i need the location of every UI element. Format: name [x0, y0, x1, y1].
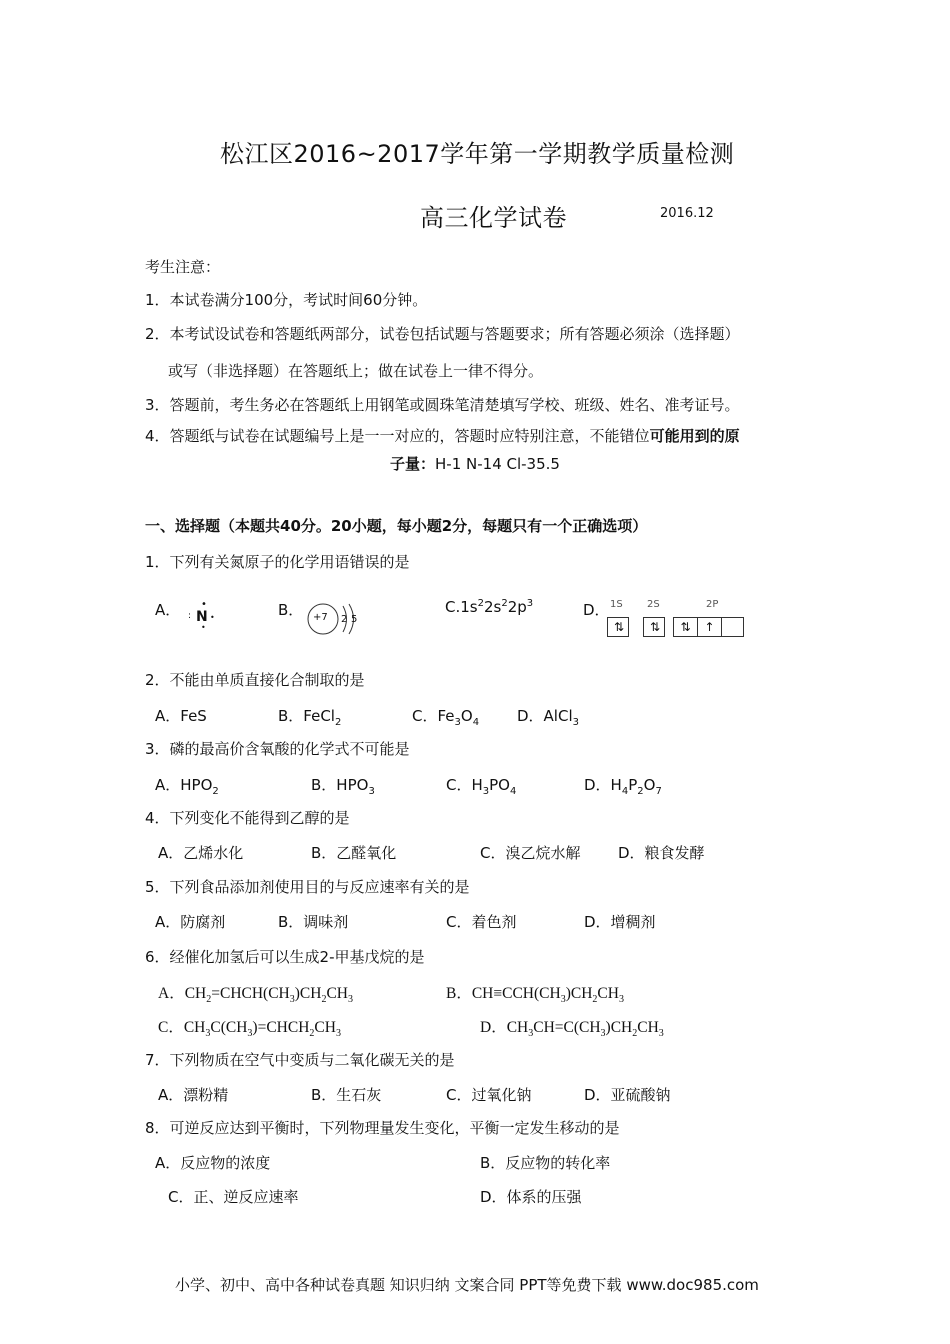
q4-option-c: C．溴乙烷水解 — [480, 844, 581, 862]
q3-a-text: A．HPO — [155, 776, 213, 794]
sup-3: 3 — [526, 598, 534, 609]
sup-2: 2 — [477, 598, 484, 609]
q1-option-a: A． — [155, 601, 181, 619]
footer-url[interactable]: www.doc985.com — [626, 1276, 759, 1294]
exam-date: 2016.12 — [660, 206, 714, 221]
q1-stem: 1．下列有关氮原子的化学用语错误的是 — [145, 553, 410, 571]
lewis-dot-right: • — [210, 613, 215, 622]
q6-stem: 6．经催化加氢后可以生成2-甲基戊烷的是 — [145, 948, 425, 966]
q2-d-text: D．AlCl — [517, 707, 573, 725]
note-2b: 或写（非选择题）在答题纸上；做在试卷上一律不得分。 — [168, 362, 544, 380]
q1-c-config: C.1s — [445, 598, 478, 616]
q8-option-b: B．反应物的转化率 — [480, 1154, 611, 1172]
shell-2-count: 5 — [351, 614, 358, 625]
q8-stem: 8．可逆反应达到平衡时，下列物理量发生变化，平衡一定发生移动的是 — [145, 1119, 620, 1137]
q6-option-a: A．$CH_2=CHCH(CH_3)CH_2CH_3$ — [158, 985, 353, 1006]
q6-option-c: C．$CH_3C(CH_3)=CHCH_2CH_3$ — [158, 1019, 341, 1040]
orbital-2s-box — [643, 617, 665, 637]
atomic-structure-diagram — [303, 600, 365, 638]
q6-b-text: B．CH≡CCH(CH — [446, 985, 561, 1002]
note-2a: 2．本考试设试卷和答题纸两部分，试卷包括试题与答题要求；所有答题必须涂（选择题） — [145, 325, 740, 343]
q2-option-a: A．FeS — [155, 707, 207, 725]
q3-b-text: B．HPO — [311, 776, 369, 794]
q6-c-text: C．CH — [158, 1019, 206, 1036]
q8-option-a: A．反应物的浓度 — [155, 1154, 271, 1172]
lewis-dots-left: : — [188, 611, 192, 621]
atomic-masses-label: 子量： — [390, 455, 436, 473]
q4-option-b: B．乙醛氧化 — [311, 844, 397, 862]
q7-option-a: A．漂粉精 — [158, 1086, 229, 1104]
q8-option-c: C．正、逆反应速率 — [168, 1188, 299, 1206]
q7-option-c: C．过氧化钠 — [446, 1086, 532, 1104]
q1-option-c: $C.1s^22s^22p^3$ — [445, 598, 534, 616]
orbital-2s-label: 2S — [647, 599, 660, 610]
q6-option-b: B．$CH\equiv CCH(CH_3)CH_2CH_3$ — [446, 985, 624, 1006]
orbital-1s-label: 1S — [610, 599, 623, 610]
q8-option-d: D．体系的压强 — [480, 1188, 582, 1206]
note-4 — [145, 425, 740, 446]
q1-option-d: D． — [583, 601, 610, 619]
orbital-2p-cell-3 — [722, 618, 745, 636]
q7-stem: 7．下列物质在空气中变质与二氧化碳无关的是 — [145, 1051, 455, 1069]
atomic-masses — [390, 453, 560, 474]
orbital-1s-box — [607, 617, 629, 637]
lewis-dot-top: • — [201, 599, 207, 610]
orbital-2p-label: 2P — [706, 599, 719, 610]
exam-title: 松江区2016~2017学年第一学期教学质量检测 — [220, 140, 735, 168]
q6-a-text: A．CH — [158, 985, 207, 1002]
q3-option-b: B．$HPO_3$ — [311, 776, 375, 797]
q2-option-d: D．AlCl$_3$ — [517, 707, 579, 728]
q4-option-a: A．乙烯水化 — [158, 844, 244, 862]
atomic-masses-values: H-1 N-14 Cl-35.5 — [435, 455, 560, 473]
q5-stem: 5．下列食品添加剂使用目的与反应速率有关的是 — [145, 878, 470, 896]
lewis-structure — [186, 599, 216, 633]
q5-option-a: A．防腐剂 — [155, 913, 226, 931]
orbital-2p-box — [673, 617, 744, 637]
note-1: 1．本试卷满分100分，考试时间60分钟。 — [145, 291, 428, 309]
q3-option-a: A．$HPO_2$ — [155, 776, 219, 797]
q5-option-c: C．着色剂 — [446, 913, 517, 931]
q2-stem: 2．不能由单质直接化合制取的是 — [145, 671, 365, 689]
q2-b-text: B．FeCl — [278, 707, 335, 725]
notes-heading: 考生注意： — [145, 258, 221, 276]
q2-option-b: B．FeCl$_2$ — [278, 707, 342, 728]
note-4-text: 4．答题纸与试卷在试题编号上是一一对应的，答题时应特别注意，不能错位 — [145, 427, 650, 445]
q6-option-d: D．$CH_3CH=C(CH_3)CH_2CH_3$ — [480, 1019, 664, 1040]
orbital-2p-cell-1: ⇅ — [674, 618, 698, 636]
shell-1-count: 2 — [341, 614, 348, 625]
lewis-dot-bottom: • — [201, 623, 206, 632]
sup-2b: 2 — [501, 598, 508, 609]
orbital-2p-cell-2: ↑ — [698, 618, 722, 636]
section-1-heading: 一、选择题（本题共40分。20小题，每小题2分，每题只有一个正确选项） — [145, 517, 648, 535]
q2-option-c: C．$Fe_3O_4$ — [412, 707, 480, 728]
exam-subtitle: 高三化学试卷 — [420, 204, 567, 232]
q3-option-d: D．$H_4P_2O_7$ — [584, 776, 662, 797]
q7-option-b: B．生石灰 — [311, 1086, 382, 1104]
note-3: 3．答题前，考生务必在答题纸上用钢笔或圆珠笔清楚填写学校、班级、姓名、准考证号。 — [145, 396, 740, 414]
lewis-symbol: N — [196, 609, 208, 625]
q3-c-text: C．H — [446, 776, 483, 794]
q4-option-d: D．粮食发酵 — [618, 844, 705, 862]
q3-stem: 3．磷的最高价含氧酸的化学式不可能是 — [145, 740, 410, 758]
footer-text: 小学、初中、高中各种试卷真题 知识归纳 文案合同 PPT等免费下载 — [175, 1276, 622, 1294]
note-4-bold: 可能用到的原 — [649, 427, 740, 445]
nucleus-charge: +7 — [313, 612, 328, 623]
q2-c-text: C．Fe — [412, 707, 455, 725]
q4-stem: 4．下列变化不能得到乙醇的是 — [145, 809, 350, 827]
q3-d-text: D．H — [584, 776, 622, 794]
q6-d-text: D．CH — [480, 1019, 529, 1036]
q3-option-c: C．$H_3PO_4$ — [446, 776, 517, 797]
orbital-1s-cell: ⇅ — [613, 620, 625, 634]
q5-option-d: D．增稠剂 — [584, 913, 656, 931]
orbital-2s-cell: ⇅ — [649, 620, 661, 634]
q7-option-d: D．亚硫酸钠 — [584, 1086, 671, 1104]
q1-option-b: B． — [278, 601, 304, 619]
q5-option-b: B．调味剂 — [278, 913, 349, 931]
footer — [175, 1274, 759, 1295]
